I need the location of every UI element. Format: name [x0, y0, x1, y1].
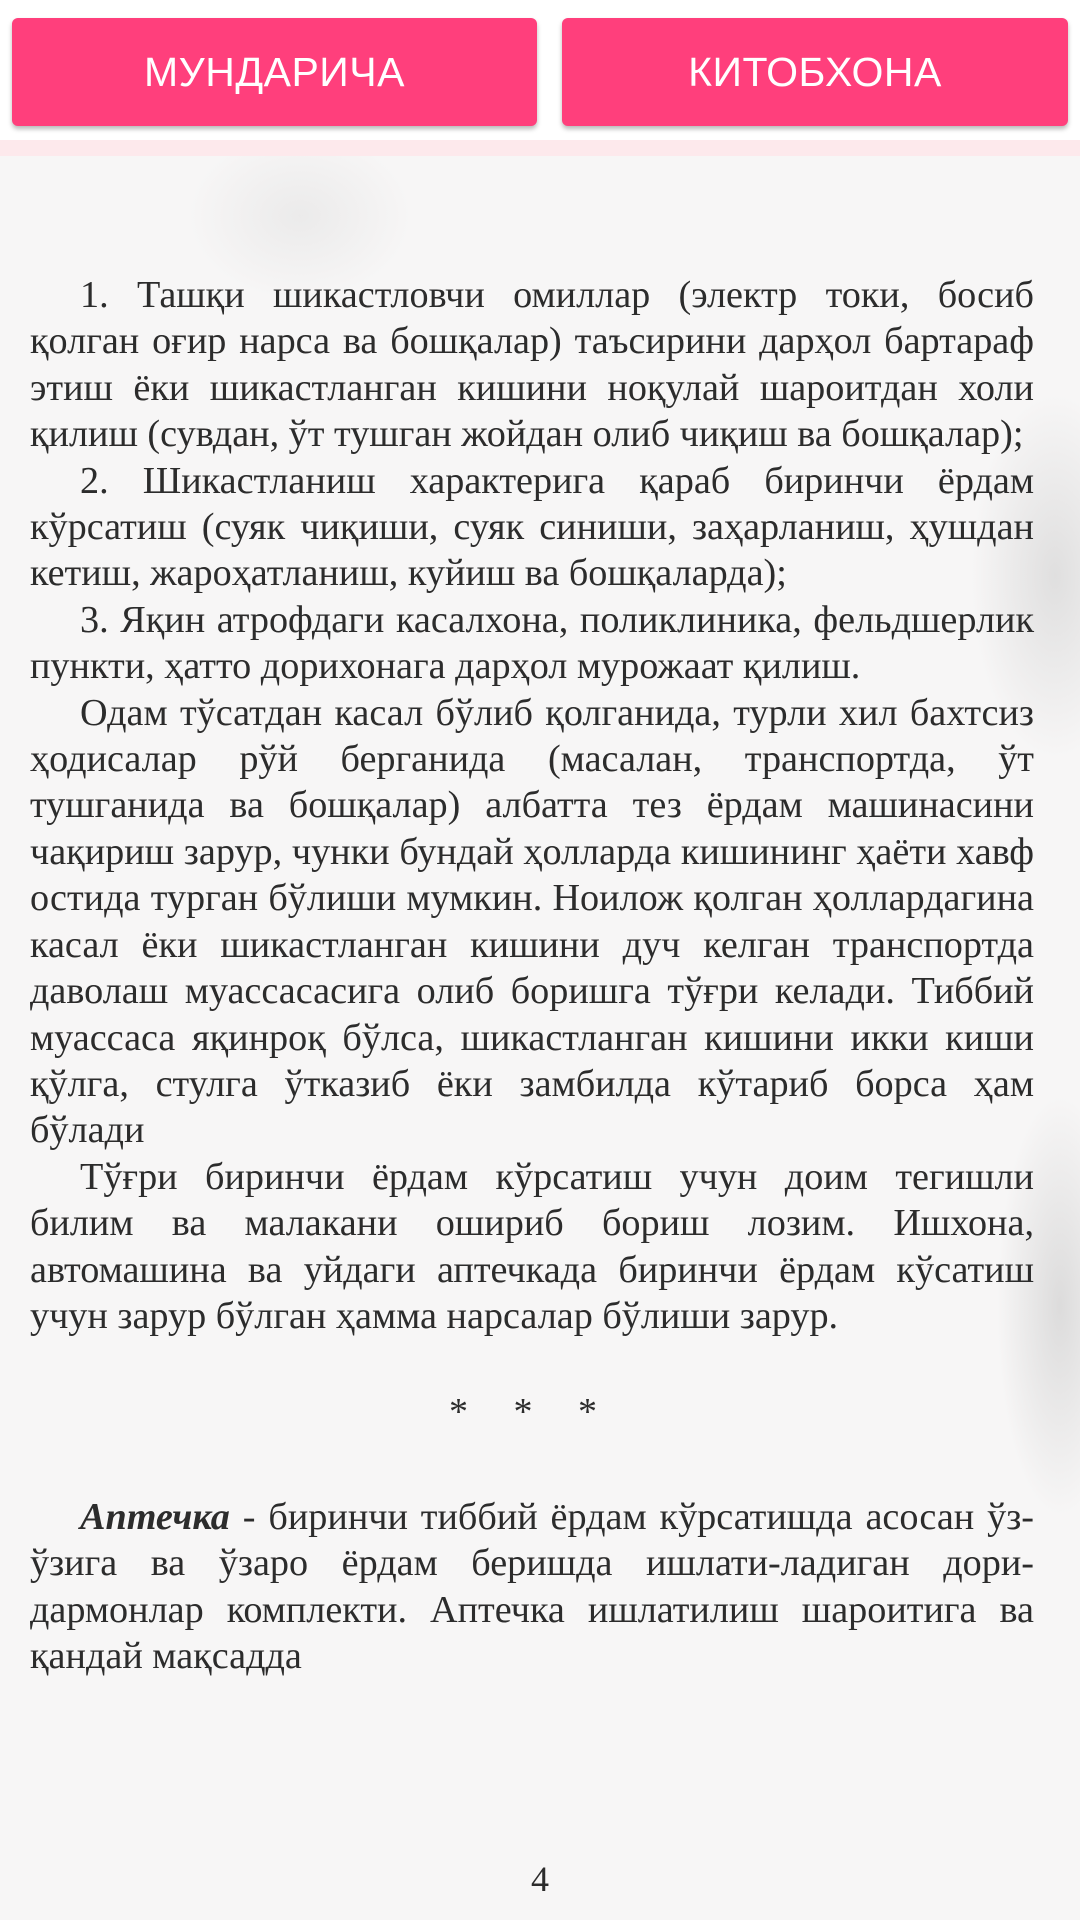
toolbar-divider [0, 140, 1080, 156]
library-button[interactable]: КИТОБХОНА [562, 18, 1068, 126]
paragraph: 3. Яқин атрофдаги касалхона, поликлиника, фельдшерлик пункти, ҳатто дорихонага дарҳол мурожаат қилиш. [30, 598, 1034, 688]
definition-paragraph [30, 1494, 1034, 1680]
paragraph: Тўғри биринчи ёрдам кўрсатиш учун доим тегишли билим ва малакани ошириб бориш лозим. Ишхона, автомашина ва уйдаги аптечкада биринчи ёрдам кўсатиш учун зарур бўлган ҳамма нарсалар бўлиши зарур. [30, 1155, 1034, 1337]
book-page[interactable] [0, 156, 1080, 1920]
top-toolbar [0, 0, 1080, 148]
contents-button[interactable]: МУНДАРИЧА [12, 18, 537, 126]
definition-text: - биринчи тиббий ёрдам кўрсатишда асосан ўз-ўзига ва ўзаро ёрдам беришда ишлати-ладиган дори-дармонлар комплекти. Аптечка ишлатилиш шароитига ва қандай мақсадда [30, 1495, 1034, 1677]
section-separator: * * * [449, 1391, 615, 1434]
paragraph: 2. Шикастланиш характерига қараб биринчи ёрдам кўрсатиш (суяк чиқиши, суяк синиши, заҳарланиш, ҳушдан кетиш, жароҳатланиш, куйиш ва бошқаларда); [30, 459, 1034, 595]
page-text [30, 272, 1034, 1679]
paragraph: Одам тўсатдан касал бўлиб қолганида, турли хил бахтсиз ҳодисалар рўй берганида (масалан, транспортда, ўт тушганида ва бошқалар) албатта тез ёрдам машинасини чақириш зарур, чунки бундай ҳолларда кишининг ҳаёти хавф остида турган бўлиши мумкин. Ноилож қолган ҳоллардагина касал ёки шикастланган кишини дуч келган транспортда даволаш муассасасига олиб боришга тўғри келади. Тиббий муассаса яқинроқ бўлса, шикастланган кишини икки киши қўлга, стулга ўтказиб ёки замбилда кўтариб борса ҳам бўлади [30, 691, 1034, 1152]
paragraph: 1. Ташқи шикастловчи омиллар (электр токи, босиб қолган оғир нарса ва бошқалар) таъсирини дарҳол бартараф этиш ёки шикастланган кишини ноқулай шароитдан холи қилиш (сувдан, ўт тушган жойдан олиб чиқиш ва бошқалар); [30, 274, 1034, 456]
defined-term: Аптечка [80, 1495, 230, 1538]
page-number: 4 [531, 1859, 549, 1899]
